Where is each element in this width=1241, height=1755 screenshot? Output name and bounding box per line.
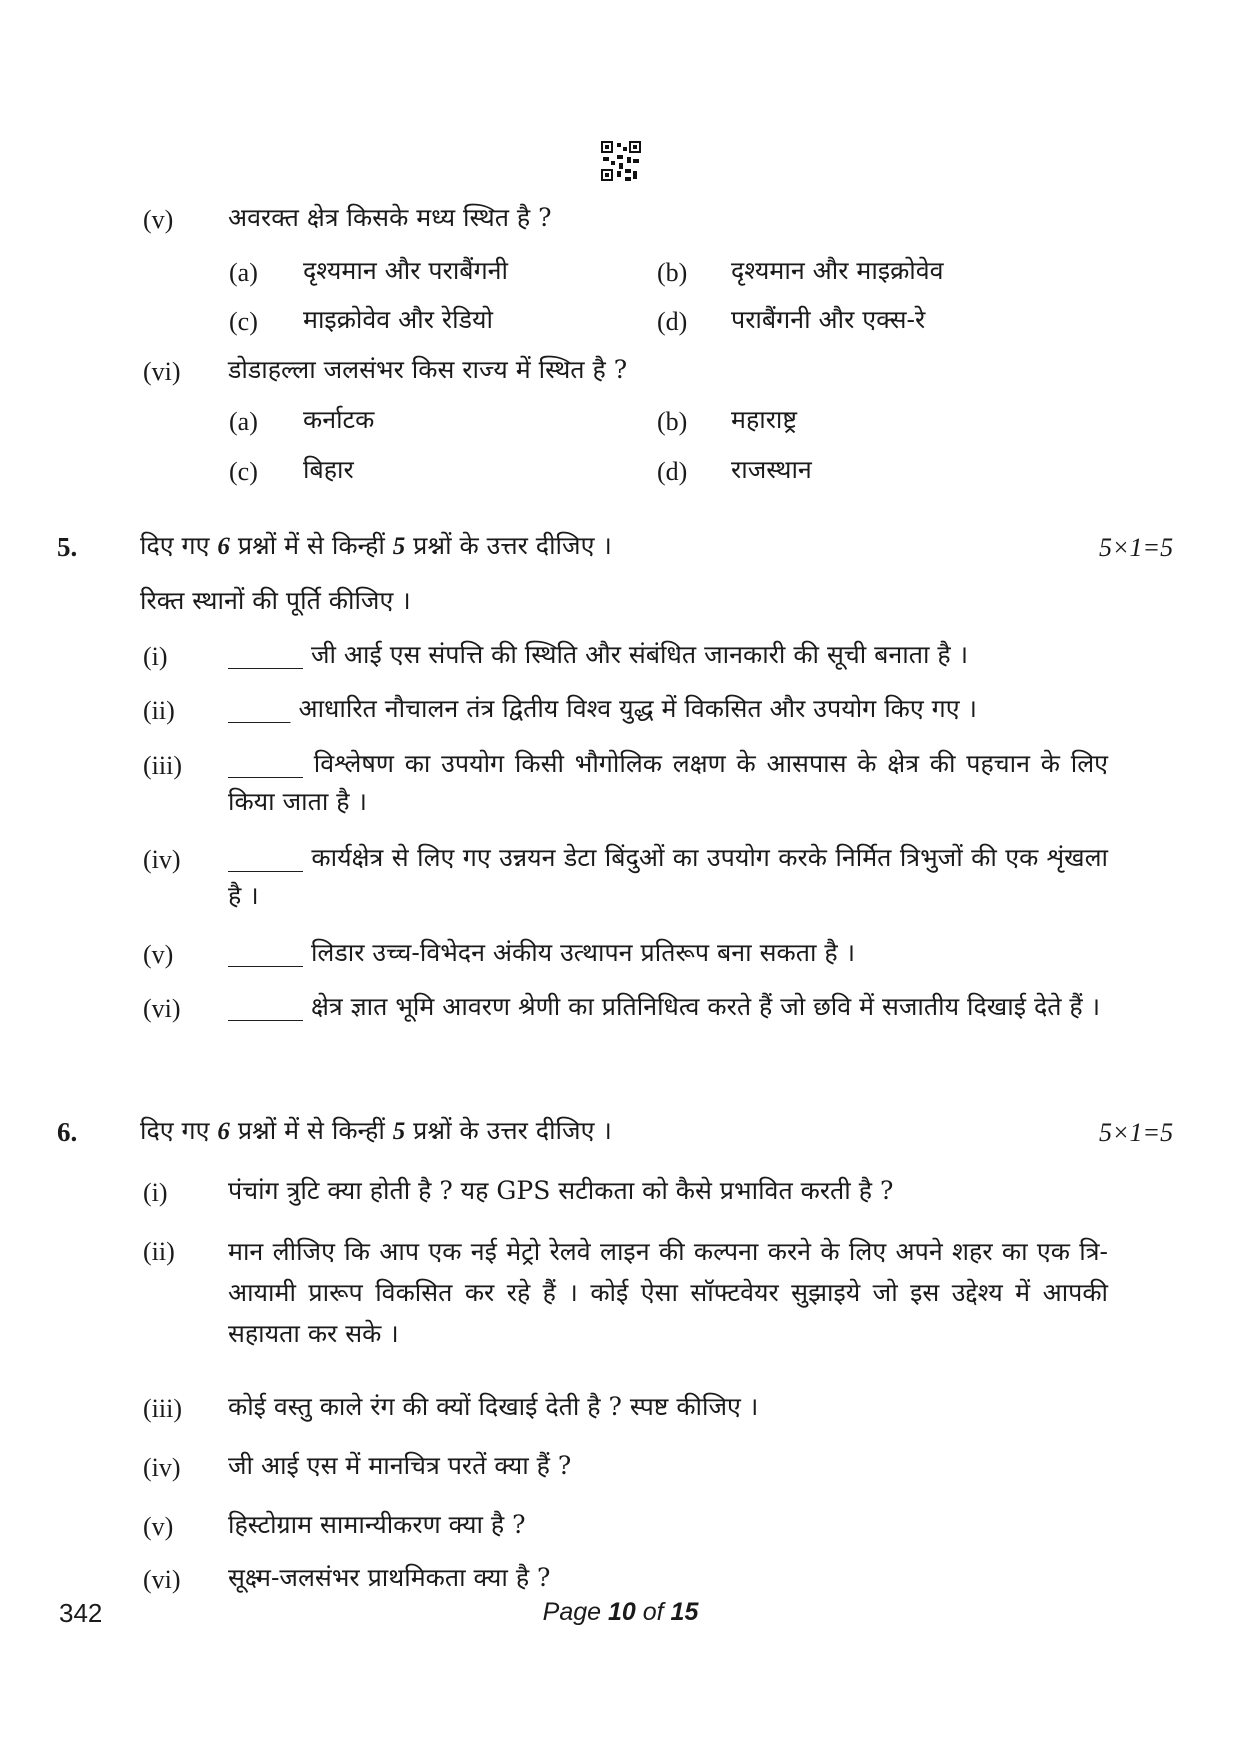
item-text: पंचांग त्रुटि क्या होती है ? यह GPS सटीकता को कैसे प्रभावित करती है ?: [228, 1176, 894, 1205]
option-label: (c): [229, 307, 258, 336]
item-number: (v): [143, 940, 174, 969]
item-text: _____ आधारित नौचालन तंत्र द्वितीय विश्व युद्ध में विकसित और उपयोग किए गए ।: [228, 694, 977, 723]
option-label: (a): [229, 258, 258, 287]
item-number: (i): [143, 642, 168, 671]
item-text: ______ कार्यक्षेत्र से लिए गए उन्नयन डेटा बिंदुओं का उपयोग करके निर्मित त्रिभुजों की एक शृंखला है ।: [228, 843, 1108, 910]
item-text: ______ क्षेत्र ज्ञात भूमि आवरण श्रेणी का प्रतिनिधित्व करते हैं जो छवि में सजातीय दिखाई देते हैं ।: [228, 992, 1101, 1021]
option-text: महाराष्ट्र: [731, 405, 798, 434]
option-label: (a): [229, 407, 258, 436]
option-label: (b): [657, 258, 688, 287]
question-instruction: दिए गए 6 प्रश्नों में से किन्हीं 5 प्रश्नों के उत्तर दीजिए ।: [140, 531, 612, 560]
marks: 5×1=5: [1099, 1118, 1174, 1147]
question-number: (v): [143, 205, 174, 234]
item-number: (ii): [143, 1237, 175, 1266]
item-number: (i): [143, 1178, 168, 1207]
option-text: माइक्रोवेव और रेडियो: [303, 305, 493, 334]
option-label: (b): [657, 407, 688, 436]
question-number: (vi): [143, 357, 181, 386]
item-number: (iii): [143, 751, 182, 780]
item-text: ______ जी आई एस संपत्ति की स्थिति और संबंधित जानकारी की सूची बनाता है ।: [228, 640, 969, 669]
page-number: Page 10 of 15: [542, 1598, 699, 1626]
option-text: राजस्थान: [731, 455, 812, 484]
option-label: (d): [657, 307, 688, 336]
option-text: पराबैंगनी और एक्स-रे: [731, 305, 926, 334]
question-text: अवरक्त क्षेत्र किसके मध्य स्थित है ?: [228, 203, 552, 232]
item-number: (v): [143, 1512, 174, 1541]
option-text: कर्नाटक: [303, 405, 375, 434]
option-label: (d): [657, 457, 688, 486]
item-text: मान लीजिए कि आप एक नई मेट्रो रेलवे लाइन की कल्पना करने के लिए अपने शहर का एक त्रि-आयामी प्रारूप विकसित कर रहे हैं । कोई ऐसा सॉफ्टवेयर सुझाइये जो इस उद्देश्य में आपकी सहायता कर सके ।: [228, 1237, 1108, 1348]
marks: 5×1=5: [1099, 533, 1174, 562]
item-number: (iv): [143, 1453, 181, 1482]
item-text: ______ विश्लेषण का उपयोग किसी भौगोलिक लक्षण के आसपास के क्षेत्र की पहचान के लिए किया जाता है ।: [228, 749, 1108, 816]
item-number: (vi): [143, 1565, 181, 1594]
item-number: (iv): [143, 845, 181, 874]
item-text: जी आई एस में मानचित्र परतें क्या हैं ?: [228, 1451, 572, 1480]
item-number: (ii): [143, 696, 175, 725]
question-number: 6.: [57, 1117, 78, 1147]
option-text: दृश्यमान और पराबैंगनी: [303, 256, 508, 285]
item-text: ______ लिडार उच्च-विभेदन अंकीय उत्थापन प्रतिरूप बना सकता है ।: [228, 938, 856, 967]
paper-code: 342: [59, 1598, 103, 1628]
question-instruction: दिए गए 6 प्रश्नों में से किन्हीं 5 प्रश्नों के उत्तर दीजिए ।: [140, 1116, 612, 1145]
item-number: (vi): [143, 994, 181, 1023]
option-text: बिहार: [303, 455, 354, 484]
qr-code-icon: [601, 141, 641, 181]
question-number: 5.: [57, 532, 78, 562]
option-text: दृश्यमान और माइक्रोवेव: [731, 256, 944, 285]
question-text: डोडाहल्ला जलसंभर किस राज्य में स्थित है ?: [228, 355, 628, 384]
item-text: सूक्ष्म-जलसंभर प्राथमिकता क्या है ?: [228, 1563, 551, 1592]
option-label: (c): [229, 457, 258, 486]
item-text: कोई वस्तु काले रंग की क्यों दिखाई देती है ? स्पष्ट कीजिए ।: [228, 1392, 759, 1421]
item-number: (iii): [143, 1394, 182, 1423]
item-text: हिस्टोग्राम सामान्यीकरण क्या है ?: [228, 1510, 526, 1539]
subheading: रिक्त स्थानों की पूर्ति कीजिए ।: [140, 586, 411, 615]
